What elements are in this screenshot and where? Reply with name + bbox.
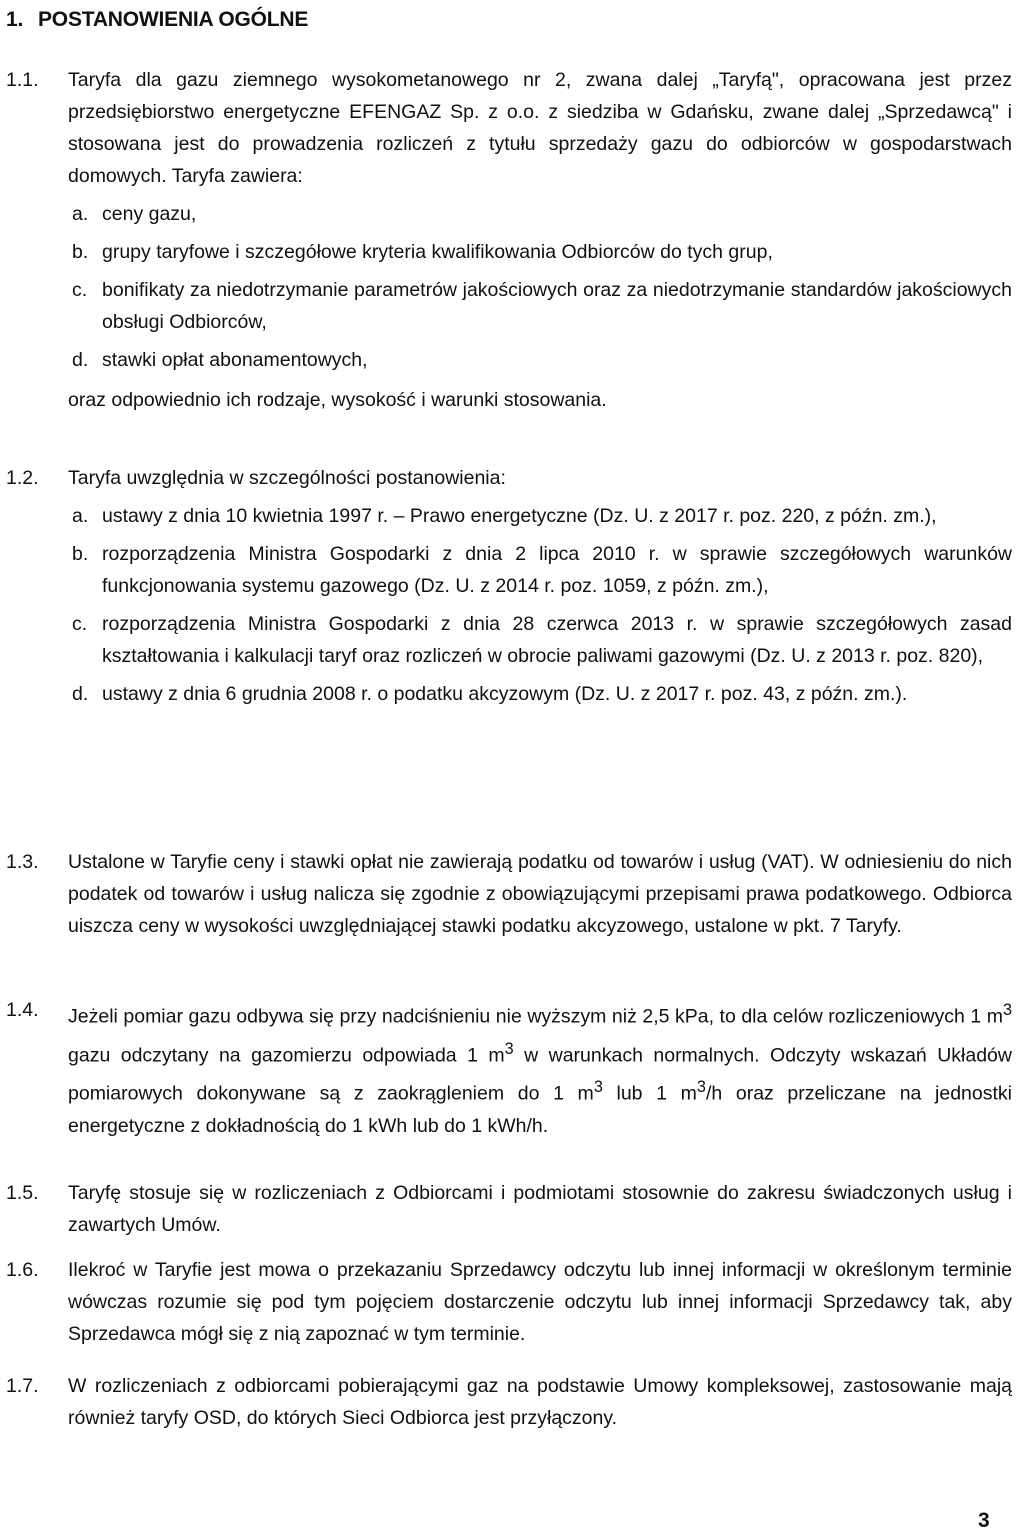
item-text: rozporządzenia Ministra Gospodarki z dnia 28 czerwca 2013 r. w sprawie szczegółowych zasad kształtowania i kalkulacji taryf oraz rozliczeń w obrocie paliwami gazowymi (Dz. U. z 2013 r. poz. 820), bbox=[102, 613, 1012, 667]
item-letter: c. bbox=[72, 613, 88, 635]
superscript: 3 bbox=[696, 1078, 706, 1096]
list-item bbox=[68, 608, 1012, 672]
text-part: gazu odczytany na gazomierzu odpowiada 1 m bbox=[68, 1044, 505, 1066]
list-item bbox=[68, 274, 1012, 338]
clause-text: Taryfa dla gazu ziemnego wysokometanowego nr 2, zwana dalej „Taryfą", opracowana jest przez przedsiębiorstwo energetyczne EFENGAZ Sp. z o.o. z siedziba w Gdańsku, zwane dalej „Sprzedawcą" i stosowana jest do prowadzenia rozliczeń z tytułu sprzedaży gazu do odbiorców w gospodarstwach domowych. Taryfa zawiera: bbox=[68, 69, 1012, 187]
clause-1-5 bbox=[0, 1177, 1024, 1241]
item-letter: a. bbox=[72, 203, 89, 225]
item-letter: c. bbox=[72, 279, 88, 301]
clause-items bbox=[68, 198, 1012, 376]
page-number: 3 bbox=[978, 1509, 990, 1532]
section-title: POSTANOWIENIA OGÓLNE bbox=[38, 8, 309, 31]
clause-text: W rozliczeniach z odbiorcami pobierającymi gaz na podstawie Umowy kompleksowej, zastosowanie mają również taryfy OSD, do których Sieci Odbiorca jest przyłączony. bbox=[68, 1375, 1012, 1429]
list-item bbox=[68, 236, 1012, 268]
superscript: 3 bbox=[593, 1078, 603, 1096]
clause-number: 1.1. bbox=[6, 69, 39, 91]
clause-number: 1.3. bbox=[6, 851, 39, 873]
clause-text: Taryfa uwzględnia w szczególności postanowienia: bbox=[68, 467, 506, 489]
item-text: ceny gazu, bbox=[102, 203, 197, 225]
clause-text: Ustalone w Taryfie ceny i stawki opłat nie zawierają podatku od towarów i usług (VAT). W odniesieniu do nich podatek od towarów i usług nalicza się zgodnie z obowiązującymi przepisami prawa podatkowego. Odbiorca uiszcza ceny w wysokości uwzględniającej stawki podatku akcyzowego, ustalone w pkt. 7 Taryfy. bbox=[68, 851, 1012, 937]
item-letter: a. bbox=[72, 505, 89, 527]
list-item bbox=[68, 344, 1012, 376]
clause-text bbox=[68, 994, 1012, 1142]
clause-1-7 bbox=[0, 1370, 1024, 1434]
text-part: w warunkach normalnych. Odczyty wskazań Układów pomiarowych dokonywane są z zaokrągleniem do 1 m bbox=[68, 1044, 1012, 1105]
clause-items bbox=[68, 500, 1012, 710]
item-letter: d. bbox=[72, 349, 89, 371]
clause-tail: oraz odpowiednio ich rodzaje, wysokość i warunki stosowania. bbox=[68, 389, 607, 411]
superscript: 3 bbox=[1002, 1001, 1012, 1019]
list-item bbox=[68, 538, 1012, 602]
item-text: ustawy z dnia 10 kwietnia 1997 r. – Prawo energetyczne (Dz. U. z 2017 r. poz. 220, z późn. zm.), bbox=[102, 505, 937, 527]
clause-1-6 bbox=[0, 1254, 1024, 1350]
clause-1-1 bbox=[0, 64, 1024, 416]
clause-text: Taryfę stosuje się w rozliczeniach z Odbiorcami i podmiotami stosownie do zakresu świadczonych usług i zawartych Umów. bbox=[68, 1182, 1012, 1236]
clause-number: 1.4. bbox=[6, 999, 39, 1021]
clause-1-3 bbox=[0, 846, 1024, 942]
item-letter: b. bbox=[72, 543, 89, 565]
text-part: Jeżeli pomiar gazu odbywa się przy nadciśnieniu nie wyższym niż 2,5 kPa, to dla celów rozliczeniowych 1 m bbox=[68, 1005, 1003, 1028]
item-letter: b. bbox=[72, 241, 89, 263]
item-text: ustawy z dnia 6 grudnia 2008 r. o podatku akcyzowym (Dz. U. z 2017 r. poz. 43, z późn. zm.). bbox=[102, 683, 908, 705]
clause-number: 1.7. bbox=[6, 1375, 39, 1397]
text-part: lub 1 m bbox=[602, 1082, 697, 1105]
list-item bbox=[68, 500, 1012, 532]
clause-number: 1.6. bbox=[6, 1259, 39, 1281]
item-text: stawki opłat abonamentowych, bbox=[102, 349, 368, 371]
item-text: bonifikaty za niedotrzymanie parametrów jakościowych oraz za niedotrzymanie standardów jakościowych obsługi Odbiorców, bbox=[102, 279, 1012, 333]
text-part: /h oraz przeliczane na jednostki energetyczne z dokładnością do 1 kWh lub do 1 kWh/h. bbox=[68, 1082, 1012, 1137]
section-heading bbox=[6, 4, 308, 36]
item-text: rozporządzenia Ministra Gospodarki z dnia 2 lipca 2010 r. w sprawie szczegółowych warunków funkcjonowania systemu gazowego (Dz. U. z 2014 r. poz. 1059, z późn. zm.), bbox=[102, 543, 1012, 597]
clause-number: 1.5. bbox=[6, 1182, 39, 1204]
clause-text: Ilekroć w Taryfie jest mowa o przekazaniu Sprzedawcy odczytu lub innej informacji w określonym terminie wówczas rozumie się pod tym pojęciem dostarczenie odczytu lub innej informacji Sprzedawcy tak, aby Sprzedawca mógł się z nią zapoznać w tym terminie. bbox=[68, 1259, 1012, 1345]
clause-number: 1.2. bbox=[6, 467, 39, 489]
item-letter: d. bbox=[72, 683, 89, 705]
clause-1-2 bbox=[0, 462, 1024, 710]
list-item bbox=[68, 678, 1012, 710]
list-item bbox=[68, 198, 1012, 230]
clause-1-4 bbox=[0, 994, 1024, 1142]
superscript: 3 bbox=[504, 1039, 514, 1058]
section-number: 1. bbox=[6, 8, 24, 31]
item-text: grupy taryfowe i szczegółowe kryteria kwalifikowania Odbiorców do tych grup, bbox=[102, 241, 773, 263]
